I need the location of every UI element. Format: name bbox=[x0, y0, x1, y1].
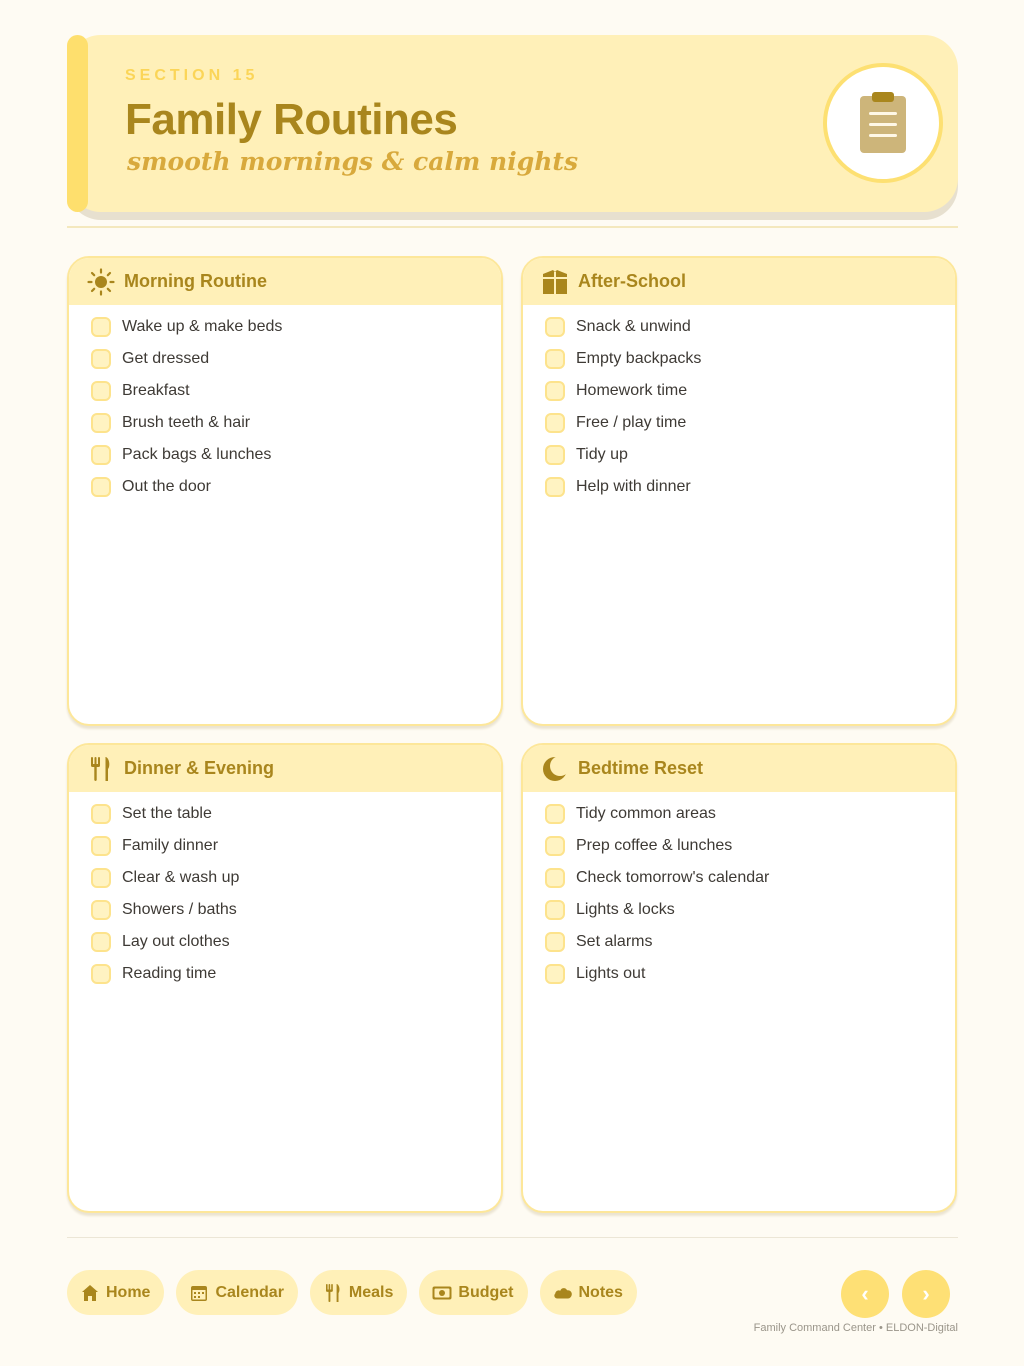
checklist-item[interactable] bbox=[523, 894, 955, 926]
card-title: Dinner & Evening bbox=[124, 758, 275, 778]
home-icon bbox=[80, 1283, 100, 1303]
sun-icon bbox=[86, 267, 116, 297]
bottom-nav bbox=[67, 1270, 649, 1315]
checklist-item-label: Empty backpacks bbox=[576, 350, 702, 367]
checkbox[interactable] bbox=[545, 868, 565, 888]
checkbox[interactable] bbox=[91, 477, 111, 497]
page-subtitle: smooth mornings & calm nights bbox=[127, 147, 579, 176]
checklist-item-label: Reading time bbox=[122, 965, 217, 982]
header-divider bbox=[67, 226, 958, 228]
checklist-item[interactable] bbox=[69, 343, 501, 375]
checklist-item[interactable] bbox=[69, 311, 501, 343]
checklist-item[interactable] bbox=[69, 926, 501, 958]
moon-icon bbox=[540, 754, 570, 784]
checklist-item[interactable] bbox=[69, 830, 501, 862]
checkbox[interactable] bbox=[545, 381, 565, 401]
utensils-icon bbox=[323, 1283, 343, 1303]
checkbox[interactable] bbox=[545, 836, 565, 856]
nav-label: Meals bbox=[348, 1283, 394, 1301]
checkbox[interactable] bbox=[545, 445, 565, 465]
checklist-item-label: Lay out clothes bbox=[122, 933, 230, 950]
header-badge bbox=[823, 63, 943, 183]
cloud-icon bbox=[553, 1283, 573, 1303]
checklist-item-label: Clear & wash up bbox=[122, 869, 240, 886]
checklist-item-label: Set alarms bbox=[576, 933, 653, 950]
nav-meals-button[interactable] bbox=[310, 1270, 407, 1315]
checklist-item-label: Pack bags & lunches bbox=[122, 446, 272, 463]
checklist-item[interactable] bbox=[523, 862, 955, 894]
checkbox[interactable] bbox=[91, 900, 111, 920]
checkbox[interactable] bbox=[545, 964, 565, 984]
card-title: Bedtime Reset bbox=[578, 758, 704, 778]
checklist-item[interactable] bbox=[69, 798, 501, 830]
checklist-item-label: Tidy up bbox=[576, 446, 628, 463]
header-accent-stripe bbox=[67, 35, 88, 212]
checklist-item[interactable] bbox=[69, 375, 501, 407]
checklist-item[interactable] bbox=[523, 311, 955, 343]
section-label: SECTION 15 bbox=[125, 67, 259, 84]
card-after-school bbox=[521, 256, 957, 726]
checklist-item[interactable] bbox=[69, 862, 501, 894]
checklist-item[interactable] bbox=[523, 375, 955, 407]
checklist-item[interactable] bbox=[69, 439, 501, 471]
next-page-button[interactable]: › bbox=[902, 1270, 950, 1318]
checklist-item-label: Set the table bbox=[122, 805, 212, 822]
checklist-item-label: Free / play time bbox=[576, 414, 687, 431]
checklist-item[interactable] bbox=[523, 439, 955, 471]
header-banner bbox=[67, 35, 958, 212]
checklist bbox=[69, 792, 501, 990]
checkbox[interactable] bbox=[91, 445, 111, 465]
nav-label: Calendar bbox=[215, 1283, 284, 1301]
card-header bbox=[69, 745, 501, 792]
checklist bbox=[69, 305, 501, 503]
nav-budget-button[interactable] bbox=[419, 1270, 527, 1315]
checklist-item[interactable] bbox=[523, 926, 955, 958]
checkbox[interactable] bbox=[545, 932, 565, 952]
checklist-item-label: Breakfast bbox=[122, 382, 190, 399]
prev-page-button[interactable]: ‹ bbox=[841, 1270, 889, 1318]
checklist-item-label: Family dinner bbox=[122, 837, 219, 854]
card-dinner-evening bbox=[67, 743, 503, 1213]
checkbox[interactable] bbox=[545, 477, 565, 497]
checklist-item-label: Lights & locks bbox=[576, 901, 675, 918]
checkbox[interactable] bbox=[91, 317, 111, 337]
checklist-item[interactable] bbox=[69, 894, 501, 926]
checklist-item-label: Brush teeth & hair bbox=[122, 414, 251, 431]
checkbox[interactable] bbox=[91, 349, 111, 369]
nav-notes-button[interactable] bbox=[540, 1270, 637, 1315]
checkbox[interactable] bbox=[91, 964, 111, 984]
checklist-item-label: Prep coffee & lunches bbox=[576, 837, 733, 854]
checkbox[interactable] bbox=[545, 413, 565, 433]
checklist-item[interactable] bbox=[69, 407, 501, 439]
nav-calendar-button[interactable] bbox=[176, 1270, 297, 1315]
page-title: Family Routines bbox=[125, 95, 458, 144]
checklist-item-label: Showers / baths bbox=[122, 901, 237, 918]
card-header bbox=[523, 745, 955, 792]
nav-label: Budget bbox=[458, 1283, 514, 1301]
footer-credit: Family Command Center • ELDON-Digital bbox=[753, 1322, 958, 1334]
checklist-item-label: Get dressed bbox=[122, 350, 210, 367]
checkbox[interactable] bbox=[91, 804, 111, 824]
checklist-item[interactable] bbox=[69, 958, 501, 990]
checkbox[interactable] bbox=[545, 317, 565, 337]
checkbox[interactable] bbox=[91, 932, 111, 952]
nav-home-button[interactable] bbox=[67, 1270, 164, 1315]
checklist-item-label: Homework time bbox=[576, 382, 688, 399]
nav-label: Notes bbox=[578, 1283, 623, 1301]
card-bedtime-reset bbox=[521, 743, 957, 1213]
clipboard-icon bbox=[859, 92, 907, 154]
checklist-item[interactable] bbox=[69, 471, 501, 503]
checkbox[interactable] bbox=[545, 804, 565, 824]
card-title: After-School bbox=[578, 271, 686, 291]
checklist-item-label: Check tomorrow's calendar bbox=[576, 869, 770, 886]
checklist-item[interactable] bbox=[523, 830, 955, 862]
book-icon bbox=[540, 267, 570, 297]
checklist-item-label: Help with dinner bbox=[576, 478, 691, 495]
checklist-item[interactable] bbox=[523, 343, 955, 375]
checklist-item-label: Wake up & make beds bbox=[122, 318, 283, 335]
utensils-icon bbox=[86, 754, 116, 784]
calendar-icon bbox=[189, 1283, 209, 1303]
checklist-item[interactable] bbox=[523, 407, 955, 439]
card-morning-routine bbox=[67, 256, 503, 726]
card-header bbox=[69, 258, 501, 305]
card-title: Morning Routine bbox=[124, 271, 267, 291]
checklist-item[interactable] bbox=[523, 471, 955, 503]
footer-divider bbox=[67, 1237, 958, 1238]
checkbox[interactable] bbox=[91, 381, 111, 401]
checkbox[interactable] bbox=[91, 868, 111, 888]
checklist bbox=[523, 792, 955, 990]
checklist-item[interactable] bbox=[523, 958, 955, 990]
money-icon bbox=[432, 1283, 452, 1303]
nav-label: Home bbox=[106, 1283, 151, 1301]
card-header bbox=[523, 258, 955, 305]
checklist-item-label: Snack & unwind bbox=[576, 318, 691, 335]
checklist-item-label: Tidy common areas bbox=[576, 805, 716, 822]
checkbox[interactable] bbox=[91, 836, 111, 856]
checkbox[interactable] bbox=[91, 413, 111, 433]
checklist bbox=[523, 305, 955, 503]
checkbox[interactable] bbox=[545, 349, 565, 369]
checkbox[interactable] bbox=[545, 900, 565, 920]
checklist-item-label: Lights out bbox=[576, 965, 646, 982]
checklist-item-label: Out the door bbox=[122, 478, 211, 495]
checklist-item[interactable] bbox=[523, 798, 955, 830]
